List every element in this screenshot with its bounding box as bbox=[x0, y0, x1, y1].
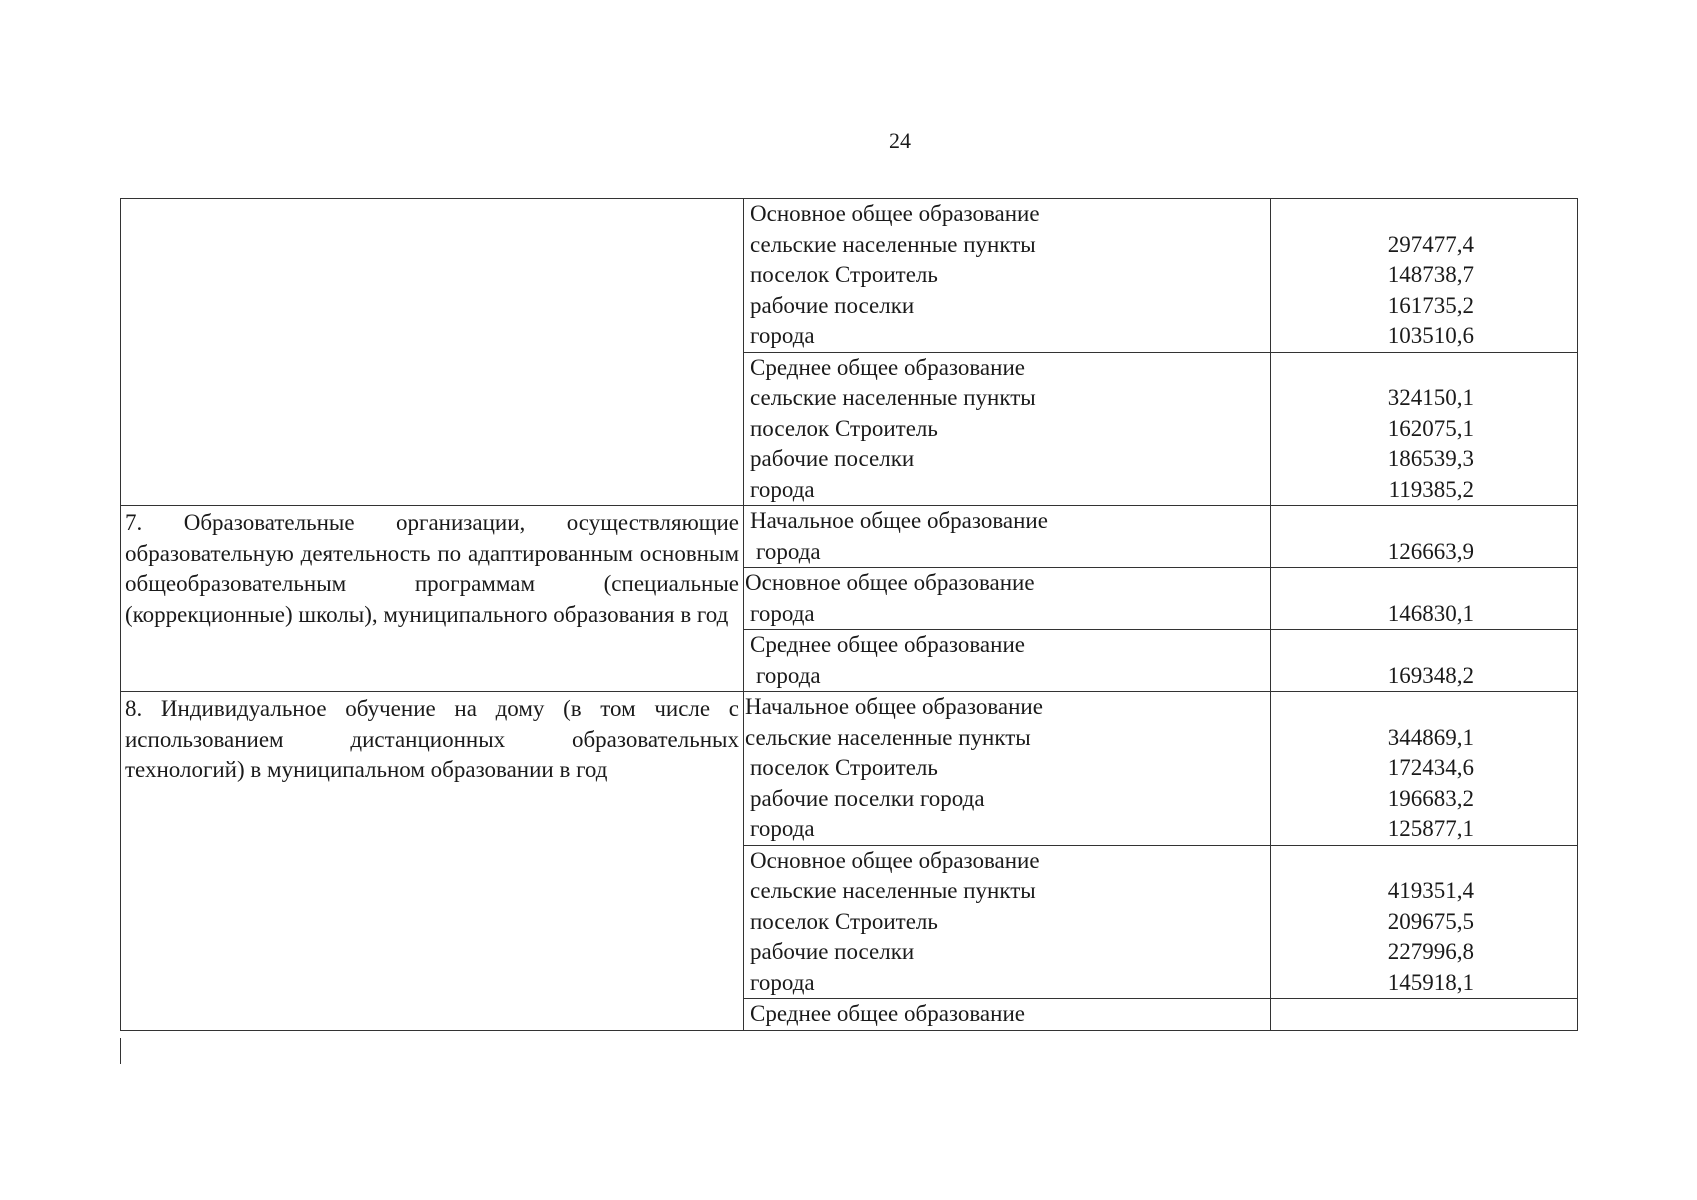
group-labels-cell bbox=[744, 568, 1271, 630]
row-value: 227996,8 bbox=[1387, 939, 1474, 964]
row-label: города bbox=[750, 816, 815, 841]
group-labels-cell bbox=[744, 199, 1271, 353]
row-value: 169348,2 bbox=[1387, 662, 1474, 688]
group-labels-cell bbox=[744, 352, 1271, 506]
row-value: 161735,2 bbox=[1387, 292, 1474, 318]
section-description: 7. Образовательные организации, осуществляющие образовательную деятельность по адаптированным основным общеобразовательным программам (специальные (коррекционные) школы), муниципального образования в год bbox=[125, 510, 739, 627]
row-label: города bbox=[750, 600, 815, 626]
group-heading: Начальное общее образование bbox=[745, 694, 1043, 719]
section-description-cell bbox=[121, 692, 744, 1031]
group-heading: Начальное общее образование bbox=[750, 508, 1048, 533]
group-heading: Основное общее образование bbox=[750, 847, 1040, 873]
rates-table bbox=[120, 198, 1578, 1031]
row-value: 162075,1 bbox=[1387, 415, 1474, 441]
row-label: рабочие поселки bbox=[750, 939, 915, 964]
row-value: 145918,1 bbox=[1387, 969, 1474, 995]
section-description: 8. Индивидуальное обучение на дому (в том числе с использованием дистанционных образовательных технологий) в муниципальном образовании в год bbox=[125, 696, 739, 782]
row-label: рабочие поселки города bbox=[750, 785, 985, 811]
group-labels-cell bbox=[744, 692, 1271, 846]
row-label: рабочие поселки bbox=[750, 446, 915, 471]
row-label: сельские населенные пункты bbox=[750, 385, 1036, 410]
group-values-cell bbox=[1271, 568, 1578, 630]
group-values-cell bbox=[1271, 999, 1578, 1031]
row-value: 172434,6 bbox=[1387, 755, 1474, 780]
group-values-cell bbox=[1271, 352, 1578, 506]
group-heading: Основное общее образование bbox=[750, 201, 1040, 226]
group-heading: Среднее общее образование bbox=[750, 632, 1025, 657]
row-value: 148738,7 bbox=[1387, 262, 1474, 287]
table-row bbox=[121, 199, 1578, 353]
row-value: 297477,4 bbox=[1387, 231, 1474, 257]
group-values-cell bbox=[1271, 845, 1578, 999]
row-value: 196683,2 bbox=[1387, 785, 1474, 811]
row-label: поселок Строитель bbox=[750, 262, 938, 287]
group-heading: Основное общее образование bbox=[745, 570, 1035, 595]
row-label: сельские населенные пункты bbox=[750, 878, 1036, 903]
row-value: 209675,5 bbox=[1387, 908, 1474, 934]
row-value: 186539,3 bbox=[1387, 446, 1474, 471]
group-heading: Среднее общее образование bbox=[750, 354, 1025, 380]
table-row bbox=[121, 506, 1578, 568]
group-values-cell bbox=[1271, 692, 1578, 846]
row-label: сельские населенные пункты bbox=[750, 231, 1036, 257]
row-value: 419351,4 bbox=[1387, 878, 1474, 903]
row-label: поселок Строитель bbox=[750, 755, 938, 780]
row-value: 103510,6 bbox=[1387, 323, 1474, 348]
row-label: поселок Строитель bbox=[750, 908, 938, 934]
group-labels-cell bbox=[744, 999, 1271, 1031]
row-label: сельские населенные пункты bbox=[745, 724, 1031, 750]
group-labels-cell bbox=[744, 506, 1271, 568]
group-values-cell bbox=[1271, 630, 1578, 692]
row-label: города bbox=[750, 969, 815, 995]
row-label: рабочие поселки bbox=[750, 292, 915, 318]
row-label: поселок Строитель bbox=[750, 415, 938, 441]
row-label: города bbox=[756, 538, 821, 564]
section-description-cell bbox=[121, 506, 744, 692]
row-value: 126663,9 bbox=[1387, 538, 1474, 564]
row-value: 344869,1 bbox=[1387, 724, 1474, 750]
section-description-cell bbox=[121, 199, 744, 506]
group-values-cell bbox=[1271, 199, 1578, 353]
group-values-cell bbox=[1271, 506, 1578, 568]
row-value: 119385,2 bbox=[1388, 476, 1474, 502]
row-label: города bbox=[750, 476, 815, 502]
row-value: 324150,1 bbox=[1387, 385, 1474, 410]
row-value: 146830,1 bbox=[1387, 600, 1474, 626]
group-labels-cell bbox=[744, 845, 1271, 999]
group-labels-cell bbox=[744, 630, 1271, 692]
table-continuation-line bbox=[120, 1038, 121, 1064]
group-heading: Среднее общее образование bbox=[750, 1001, 1025, 1026]
table-row bbox=[121, 692, 1578, 846]
row-value: 125877,1 bbox=[1387, 816, 1474, 841]
row-label: города bbox=[756, 662, 821, 688]
row-label: города bbox=[750, 323, 815, 348]
section-description bbox=[121, 199, 743, 201]
page-number: 24 bbox=[889, 128, 911, 153]
